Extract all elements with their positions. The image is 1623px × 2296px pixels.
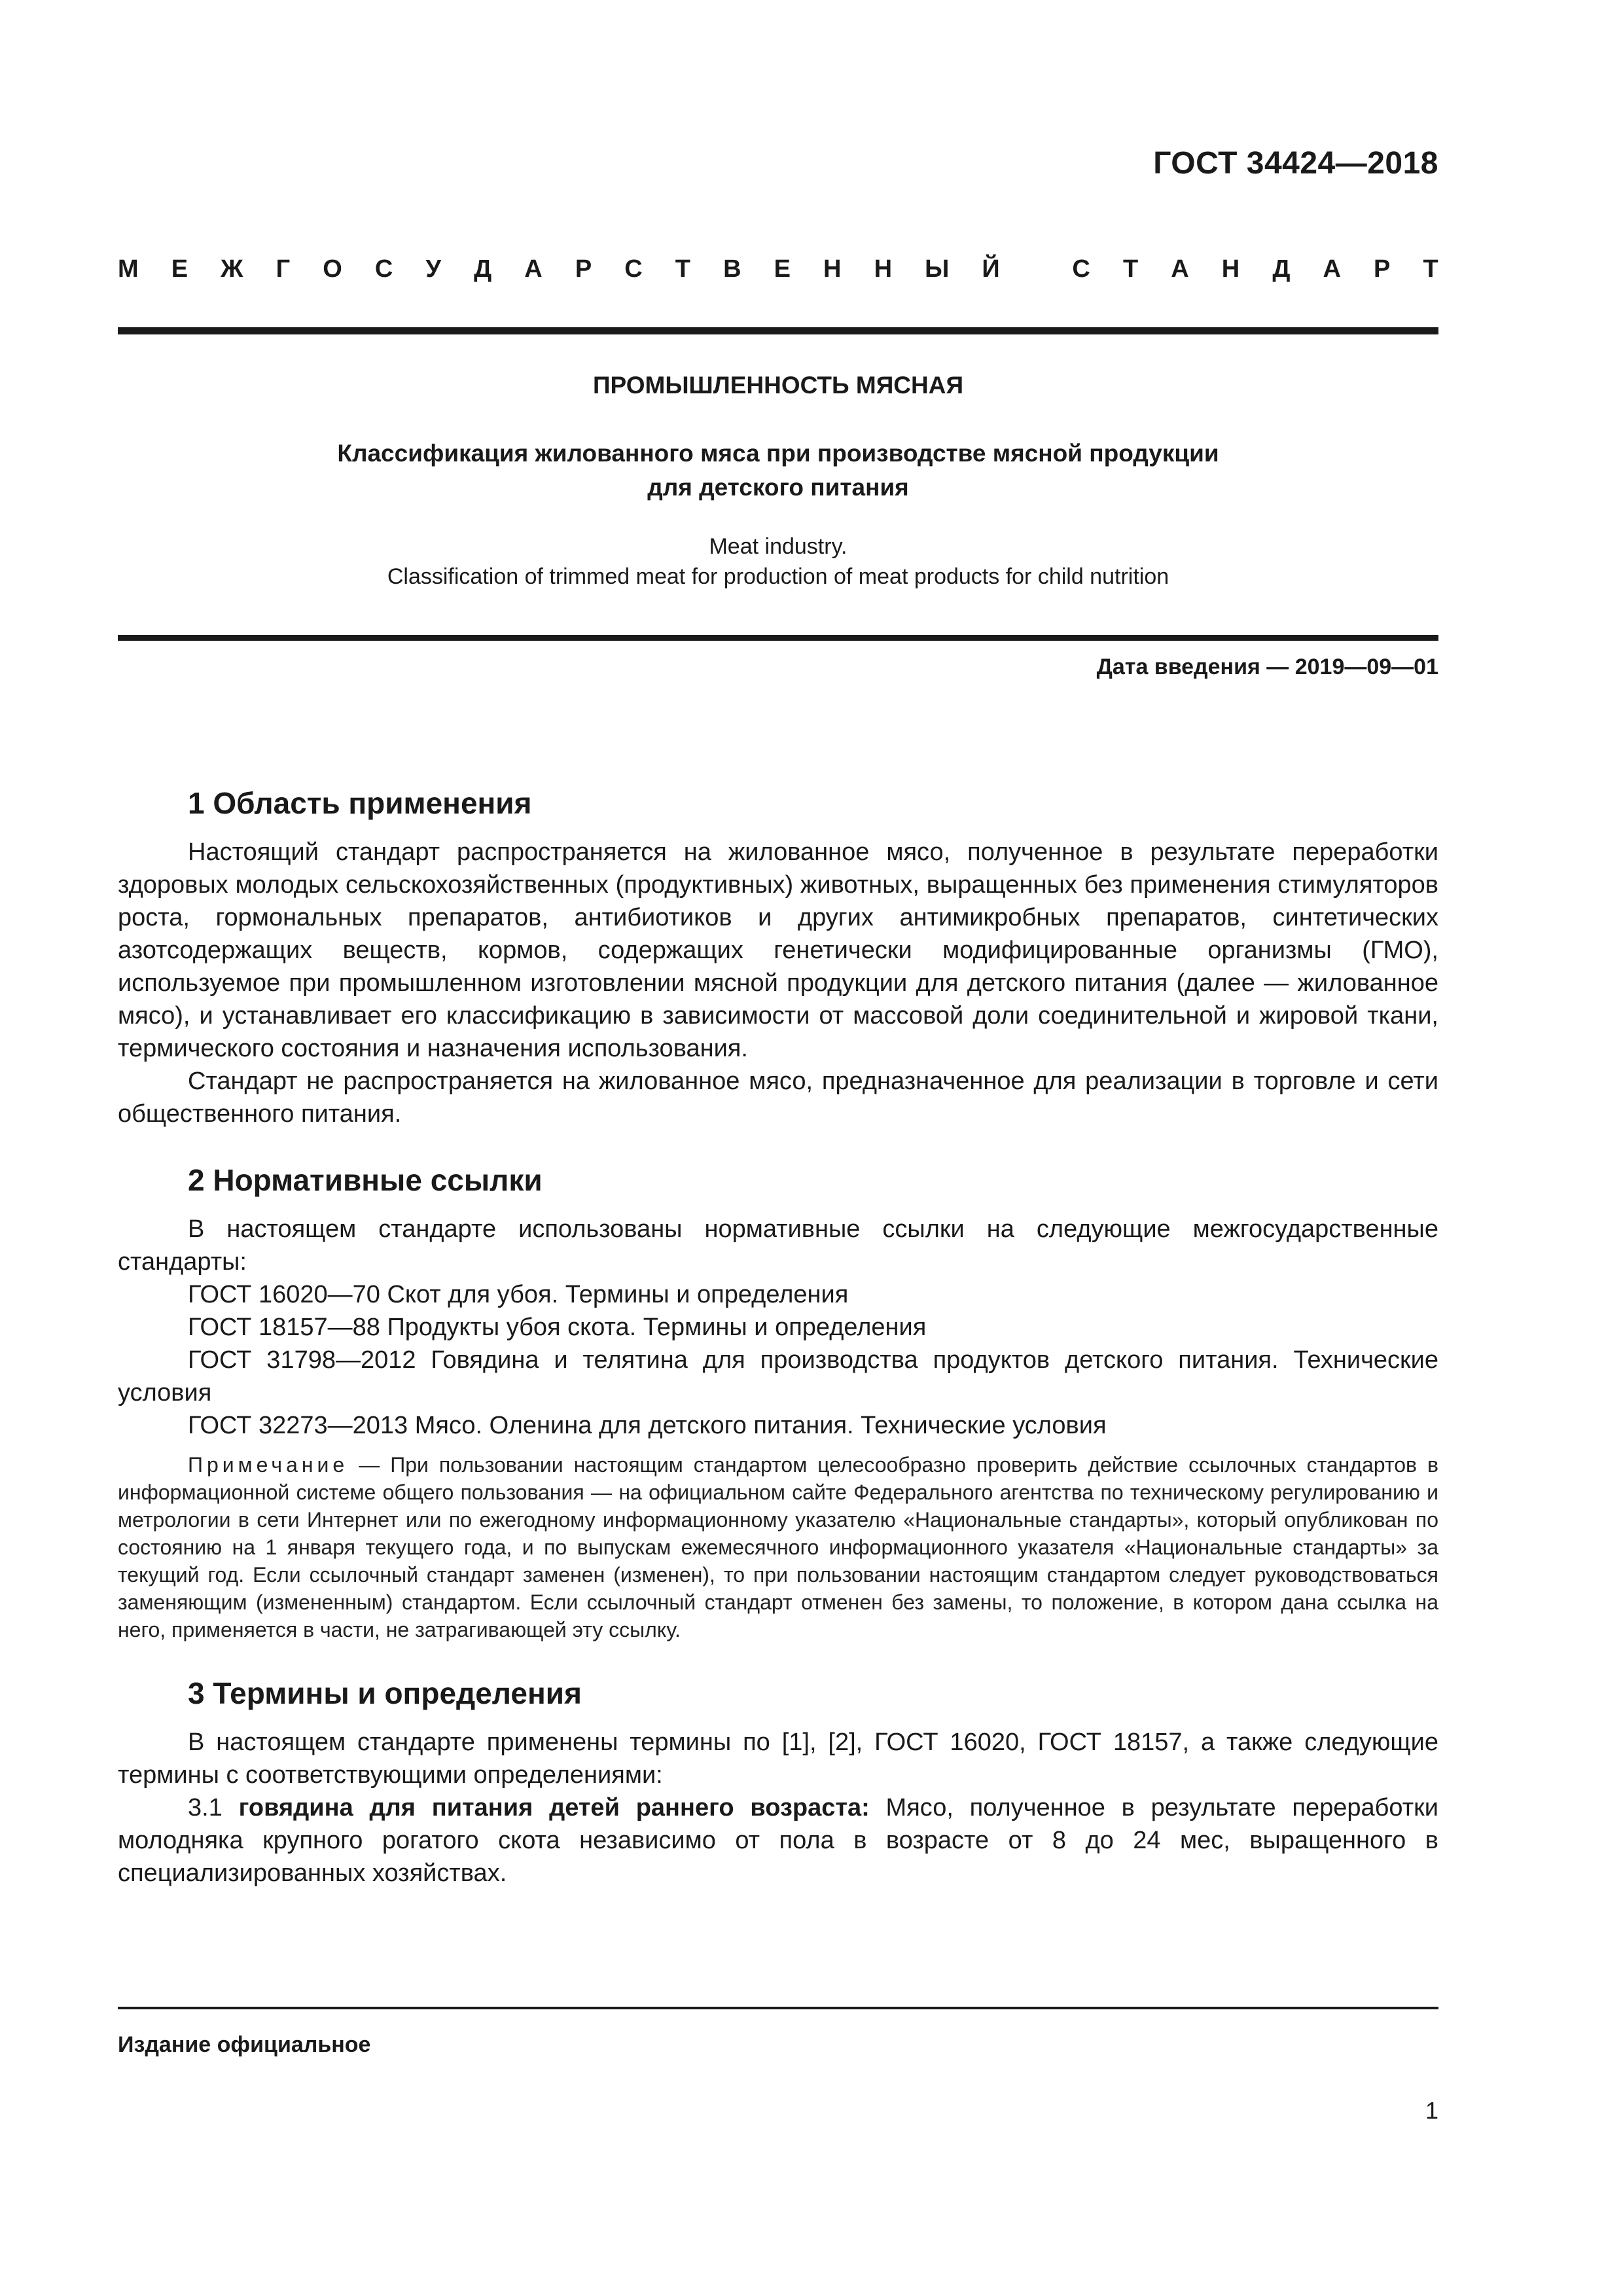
standard-type-letter: Т [1122,255,1139,283]
reference-item: ГОСТ 31798—2012 Говядина и телятина для производства продуктов детского питания. Технические условия [118,1346,1438,1407]
standard-type-letter: А [1323,255,1341,283]
standard-type-letter: А [1171,255,1189,283]
section-3-heading: 3 Термины и определения [188,1676,582,1710]
standard-type-letter: Е [774,255,791,283]
document-title: ПРОМЫШЛЕННОСТЬ МЯСНАЯ [592,372,964,399]
english-title-line-1: Meat industry. [709,534,847,559]
standard-type-letter: О [323,255,342,283]
subtitle-line-2: для детского питания [647,474,909,501]
section-2-heading: 2 Нормативные ссылки [188,1163,543,1197]
standard-type-letter: Н [874,255,893,283]
standard-type-letter: С [1072,255,1090,283]
note-label: Примечание [188,1453,349,1477]
standard-type-letter: А [524,255,543,283]
standard-type-letter: М [118,255,139,283]
standard-type-letter: Ы [925,255,950,283]
english-title-line-2: Classification of trimmed meat for production of meat products for child nutrition [387,564,1169,589]
standard-type-letter: Д [1272,255,1291,283]
section-1-paragraph-1: Настоящий стандарт распространяется на жилованное мясо, полученное в результате переработки здоровых молодых сельскохозяйственных (продуктивных) животных, выращенных без применения стимуляторов роста, гормональных препаратов, антибиотиков и других антимикробных препаратов, синтетических азотсодержащих веществ, кормов, содержащих генетически модифицированные организмы (ГМО), используемое при промышленном изготовлении мясной продукции для детского питания (далее — жилованное мясо), и устанавливает его классификацию в зависимости от массовой доли соединительной и жировой ткани, термического состояния и назначения использования. [118,838,1438,1062]
introduction-date: Дата введения — 2019—09—01 [1096,655,1438,679]
section-2-intro: В настоящем стандарте использованы нормативные ссылки на следующие межгосударственные стандарты: [118,1215,1438,1276]
standard-type-letter: Н [1221,255,1240,283]
middle-rule [118,635,1438,641]
page-number: 1 [1425,2097,1438,2124]
word-gap [1033,255,1040,283]
standard-type-letter: Р [1374,255,1391,283]
standard-type-letter: Й [982,255,1000,283]
english-title [118,531,1438,592]
standard-type-letter: С [374,255,393,283]
standard-type-letter: С [624,255,643,283]
standard-type-letter: В [723,255,741,283]
standard-type-letter: Т [675,255,690,283]
references-note [118,1451,1438,1643]
standard-type-letter: Д [474,255,492,283]
standard-type-letter: Р [575,255,592,283]
top-rule [118,327,1438,334]
term-name: говядина для питания детей раннего возраста: [238,1794,870,1821]
note-text: — При пользовании настоящим стандартом целесообразно проверить действие ссылочных стандартов в информационной системе общего пользования — на официальном сайте Федерального агентства по техническому регулированию и метрологии в сети Интернет или по ежегодному информационному указателю «Национальные стандарты», который опубликован по состоянию на 1 января текущего года, и по выпускам ежемесячного информационного указателя «Национальные стандарты» за текущий год. Если ссылочный стандарт заменен (изменен), то при пользовании настоящим стандартом следует руководствоваться заменяющим (измененным) стандартом. Если ссылочный стандарт отменен без замены, то положение, в котором дана ссылка на него, применяется в части, не затрагивающей эту ссылку. [118,1453,1438,1641]
standard-type-letter: Т [1423,255,1438,283]
main-content [118,782,1438,1890]
term-number: 3.1 [188,1794,239,1821]
reference-item: ГОСТ 18157—88 Продукты убоя скота. Термины и определения [188,1314,927,1341]
section-1-heading: 1 Область применения [188,786,532,820]
reference-item: ГОСТ 32273—2013 Мясо. Оленина для детского питания. Технические условия [188,1412,1107,1439]
subtitle-line-1: Классификация жилованного мяса при производстве мясной продукции [337,440,1219,467]
reference-item: ГОСТ 16020—70 Скот для убоя. Термины и определения [188,1281,849,1308]
document-subtitle [118,437,1438,505]
standard-type-heading [118,255,1438,283]
gost-number: ГОСТ 34424—2018 [1153,146,1438,181]
term-definition [118,1791,1438,1890]
edition-label: Издание официальное [118,2032,371,2057]
term-text: Мясо, полученное в результате переработки молодняка крупного рогатого скота независимо от пола в возрасте от 8 до 24 мес, выращенного в специализированных хозяйствах. [118,1794,1438,1887]
standard-type-letter: У [425,255,442,283]
section-3-intro: В настоящем стандарте применены термины по [1], [2], ГОСТ 16020, ГОСТ 18157, а также следующие термины с соответствующими определениями: [118,1729,1438,1789]
section-1-paragraph-2: Стандарт не распространяется на жилованное мясо, предназначенное для реализации в торговле и сети общественного питания. [118,1067,1438,1128]
bottom-rule [118,2007,1438,2009]
standard-type-letter: Е [171,255,188,283]
standard-type-letter: Г [276,255,291,283]
standard-type-letter: Ж [221,255,243,283]
standard-type-letter: Н [823,255,842,283]
